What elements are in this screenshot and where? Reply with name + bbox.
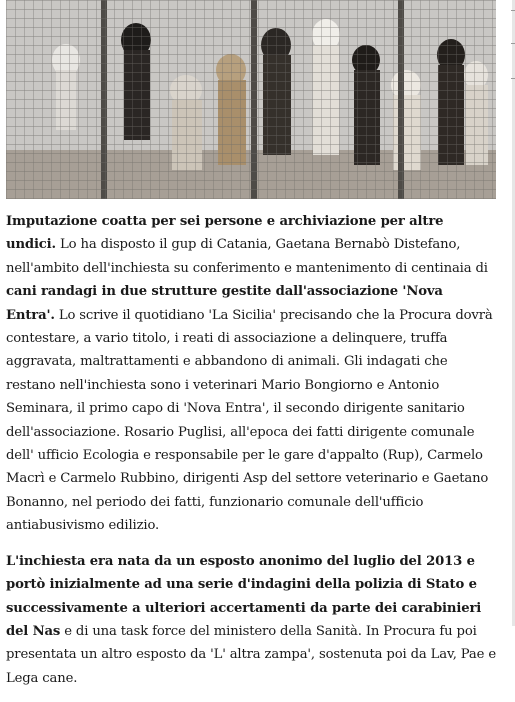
paragraph-text: Lo scrive il quotidiano 'La Sicilia' precisando che la Procura dovrà contestare, a vario titolo, i reati di associazione a delinquere, truffa aggravata, maltrattamenti e abbandono di animali. Gli indagati che restano nell'inchiesta sono i veterinari Mario Bongiorno e Antonio Seminara, il primo capo di 'Nova Entra', il secondo dirigente sanitario dell'associazione. Rosario Puglisi, all'epoca dei fatti dirigente comunale dell' ufficio Ecologia e responsabile per le gare d'appalto (Rup), Carmelo Macrì e Carmelo Rubbino, dirigenti Asp del settore veterinario e Gaetano Bonanno, nel periodo dei fatti, funzionario comunale dell'ufficio antiabusivismo edilizio.	[6, 307, 493, 534]
paragraph-text: e di una task force del ministero della Sanità. In Procura fu poi presentata un altro esposto da 'L' altra zampa', sostenuta poi da Lav, Pae e Lega cane.	[6, 623, 496, 686]
article-paragraph	[6, 550, 496, 690]
paragraph-lead: L'inchiesta era nata da un esposto anonimo del luglio del 2013 e portò inizialmente ad una serie d'indagini della polizia di Stato e successivamente a ulteriori accertamenti da parte dei carabinieri del Nas	[6, 553, 482, 639]
sidebar-mark	[511, 78, 515, 79]
sidebar-mark	[511, 43, 515, 44]
article-body	[6, 210, 496, 702]
paragraph-text: Lo ha disposto il gup di Catania, Gaetana Bernabò Distefano, nell'ambito dell'inchiesta su conferimento e mantenimento di centinaia di	[6, 237, 488, 276]
kennel-dogs-photo	[6, 0, 496, 199]
paragraph-highlight: cani randagi in due strutture gestite dall'associazione 'Nova Entra'.	[6, 284, 443, 323]
sidebar-mark	[511, 10, 515, 11]
article-photo	[6, 0, 496, 199]
paragraph-lead: Imputazione coatta per sei persone e archiviazione per altre undici.	[6, 214, 444, 253]
article-paragraph	[6, 210, 496, 538]
